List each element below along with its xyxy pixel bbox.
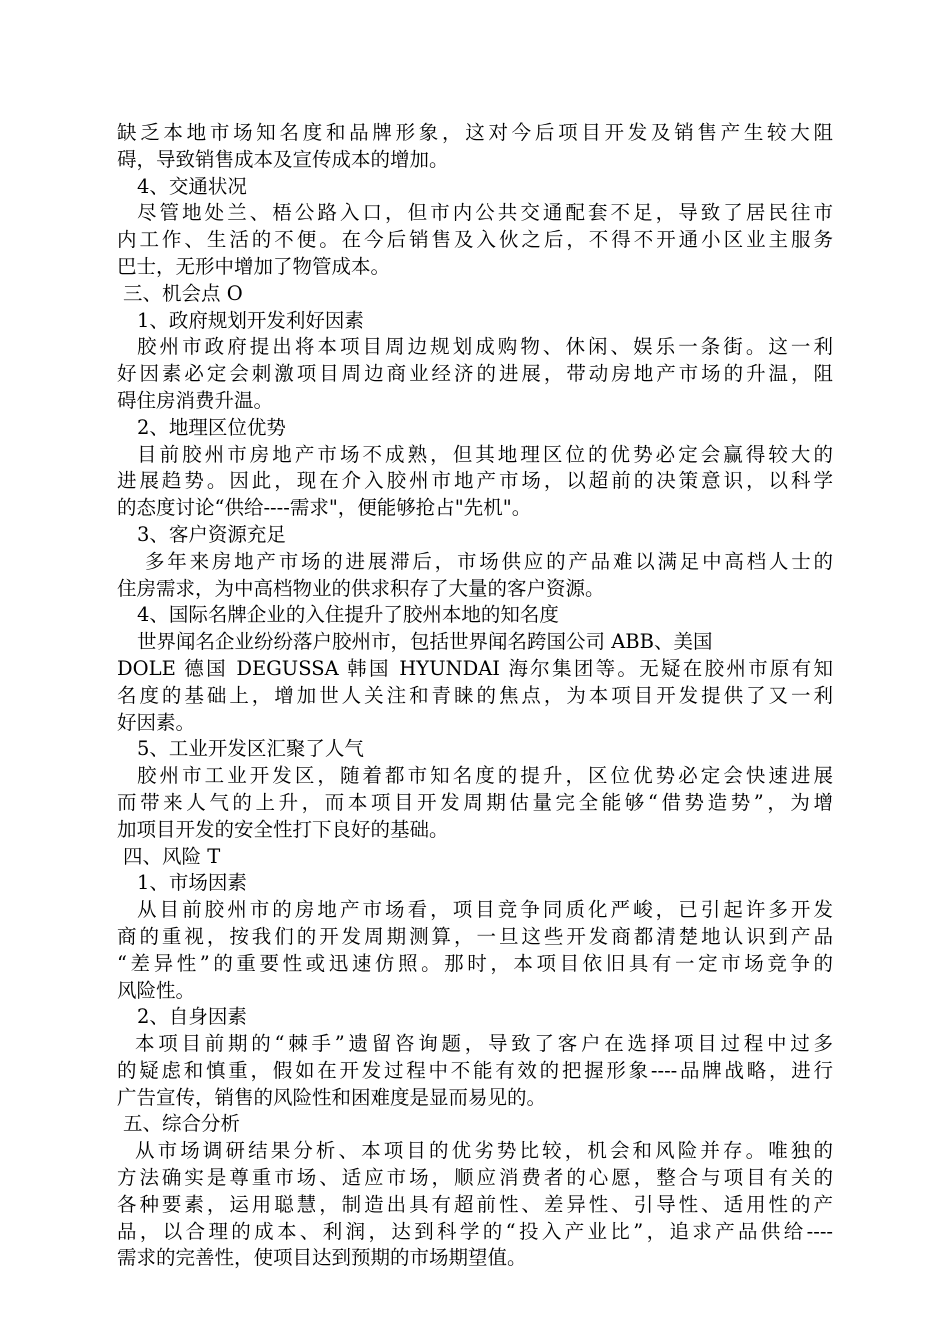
body-line: 而带来人气的上升，而本项目开发周期估量完全能够“借势造势”，为增 (117, 790, 833, 814)
body-line: 的态度讨论“供给----需求"，便能够抢占"先机"。 (117, 496, 532, 520)
document-page (117, 120, 833, 1272)
subsection-heading: 2、地理区位优势 (137, 415, 286, 439)
subsection-heading: 5、工业开发区汇聚了人气 (137, 737, 364, 761)
body-line: 需求的完善性，使项目达到预期的市场期望值。 (117, 1246, 527, 1270)
body-line: 风险性。 (117, 978, 196, 1002)
body-line: 内工作、生活的不便。在今后销售及入伙之后，不得不开通小区业主服务 (117, 228, 833, 252)
subsection-heading: 1、市场因素 (137, 871, 247, 895)
body-line: 方法确实是尊重市场、适应市场，顺应消费者的心愿，整合与项目有关的 (117, 1166, 833, 1190)
body-line: 从目前胶州市的房地产市场看，项目竞争同质化严峻，已引起许多开发 (137, 898, 833, 922)
body-line: 商的重视，按我们的开发周期测算，一旦这些开发商都清楚地认识到产品 (117, 924, 833, 948)
body-line: 尽管地处兰、梧公路入口，但市内公共交通配套不足，导致了居民往市 (137, 201, 833, 225)
body-line: 品，以合理的成本、利润，达到科学的“投入产业比”，追求产品供给---- (117, 1219, 833, 1243)
section-heading: 三、机会点 O (123, 281, 243, 305)
body-line: 好因素必定会刺激项目周边商业经济的进展，带动房地产市场的升温，阻 (117, 362, 833, 386)
body-line: 缺乏本地市场知名度和品牌形象，这对今后项目开发及销售产生较大阻 (117, 121, 833, 144)
subsection-heading: 1、政府规划开发利好因素 (137, 308, 364, 332)
body-line: 的疑虑和慎重，假如在开发过程中不能有效的把握形象----品牌战略，进行 (117, 1058, 833, 1082)
body-line: 广告宣传，销售的风险性和困难度是显而易见的。 (117, 1085, 547, 1109)
body-line: 进展趋势。因此，现在介入胶州市地产市场，以超前的决策意识，以科学 (117, 469, 833, 493)
subsection-heading: 3、客户资源充足 (137, 522, 286, 546)
body-line: 好因素。 (117, 710, 196, 734)
subsection-heading: 2、自身因素 (137, 1005, 247, 1029)
body-line: 巴士，无形中增加了物管成本。 (117, 254, 391, 278)
body-line: 名度的基础上，增加世人关注和青睐的焦点，为本项目开发提供了又一利 (117, 683, 833, 707)
body-line: 碍住房消费升温。 (117, 388, 274, 412)
section-heading: 四、风险 T (123, 844, 221, 868)
subsection-heading: 4、国际名牌企业的入住提升了胶州本地的知名度 (137, 603, 559, 627)
body-line: 胶州市政府提出将本项目周边规划成购物、休闲、娱乐一条街。这一利 (137, 335, 833, 359)
body-line: 胶州市工业开发区，随着都市知名度的提升，区位优势必定会快速进展 (137, 764, 833, 788)
body-line: 加项目开发的安全性打下良好的基础。 (117, 817, 449, 841)
body-line: 碍，导致销售成本及宣传成本的增加。 (117, 147, 449, 171)
body-line: 世界闻名企业纷纷落户胶州市，包括世界闻名跨国公司 ABB、美国 (137, 630, 713, 654)
body-line: “差异性”的重要性或迅速仿照。那时，本项目依旧具有一定市场竞争的 (117, 951, 833, 975)
body-line: 目前胶州市房地产市场不成熟，但其地理区位的优势必定会赢得较大的 (137, 442, 833, 466)
body-line: DOLE 德国 DEGUSSA 韩国 HYUNDAI 海尔集团等。无疑在胶州市原有知 (117, 656, 833, 680)
body-line: 本项目前期的“棘手”遗留咨询题，导致了客户在选择项目过程中过多 (135, 1032, 833, 1056)
body-line: 住房需求，为中高档物业的供求积存了大量的客户资源。 (117, 576, 605, 600)
body-line: 各种要素，运用聪慧，制造出具有超前性、差异性、引导性、适用性的产 (117, 1192, 833, 1216)
body-line: 从市场调研结果分析、本项目的优劣势比较，机会和风险并存。唯独的 (135, 1139, 833, 1163)
body-line: 多年来房地产市场的进展滞后，市场供应的产品难以满足中高档人士的 (145, 549, 833, 573)
subsection-heading: 4、交通状况 (137, 174, 247, 198)
section-heading: 五、综合分析 (123, 1112, 241, 1136)
